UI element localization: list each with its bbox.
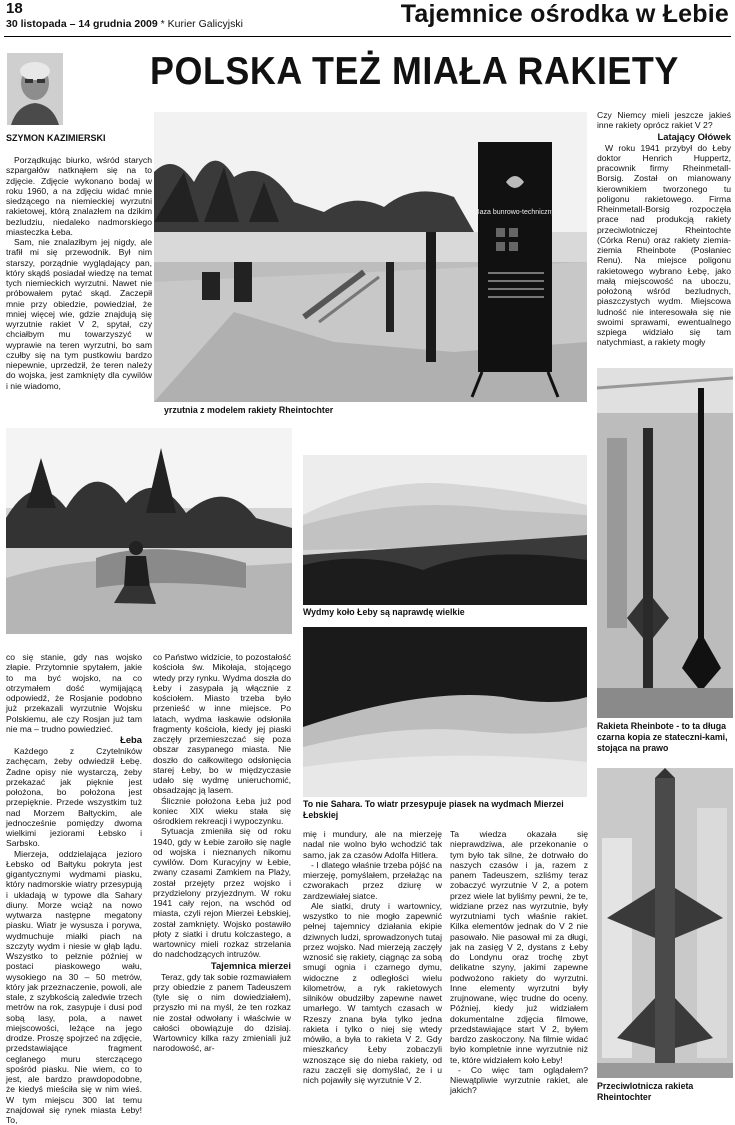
text-column-right (597, 110, 731, 362)
issue-date-line (6, 18, 243, 30)
article-headline: POLSKA TEŻ MIAŁA RAKIETY (150, 50, 679, 94)
subheading-latajacy-olowek: Latający Ołówek (597, 131, 731, 143)
rheinbote-rocket-photo (597, 368, 733, 718)
paragraph: - I dlatego właśnie trzeba pójść na mierzeję, pomyślałem, przełażąc na czworakach przez dziurę w zardzewiałej siatce. (303, 860, 442, 901)
author-name: SZYMON KAZIMIERSKI (6, 133, 106, 143)
paragraph: Czy Niemcy mieli jeszcze jakieś inne rakiety oprócz rakiet V 2? (597, 110, 731, 131)
paragraph: Sam, nie znalazłbym jej nigdy, ale trafił mi się przewodnik. Był nim starszy, porządnie wyglądający pan, który skądś posiadał wiedzę na temat tych niemieckich wyrzutni. Nawet nie próbowałem pytać skąd. Zaczepił mnie przy obiedzie, powiedział, że mniej więcej wie, gdzie znajdują się wyrzutnie rakiet V 2, spytał, czy chciałbym mu towarzyszyć w wyprawie na teren wyrzutni, bo sam czułby się na tym pustkowiu bardzo niepewnie, uprzedził, że teren należy do wojska, jest zamknięty dla cywilów i nie wiadomo, (6, 237, 152, 391)
paragraph: Porządkując biurko, wśród starych szpargałów natknąłem się na to zdjęcie. Zdjęcie wykonano bodaj w roku 1960, a na zdjęciu widać mnie siedzącego na niemieckiej wyrzutni rakietowej, którą znalazłem na dzikim bezludziu, niedaleko nadmorskiego miasteczka Łeba. (6, 155, 152, 237)
paragraph: Ale siatki, druty i wartownicy, wszystko to nie mogło zapewnić pełnej tajemnicy działania ekipie dziwnych ludzi, sprowadzonych tutaj przez wojsko. Nad mierzeją zaczęły wznosić się rakiety, ciągnąc za sobą smugi ognia i czarnego dymu, widoczne z odległości wielu kilometrów, a ryk rakietowych silników obudziłby zapewne nawet umarłego. W tamtych czasach w Rzeszy znana była tylko jedna rakieta i tylko o niej się wtedy mówiło, a była to rakieta V 2. Gdy mieszkańcy Łeby zobaczyli wznoszące się do nieba rakiety, od razu zaczęli się domyślać, że i u nich pojawiły się wyrzutnie V 2. (303, 901, 442, 1086)
paragraph: Ślicznie położona Łeba już pod koniec XIX wieku stała się ośrodkiem rekreacji i wypoczynku. (153, 796, 291, 827)
paragraph: Ta wiedza okazała się nieprawdziwa, ale przekonanie o tym było tak silne, że dotrwało do naszych czasów i ja, razem z panem Tadeuszem, szliśmy teraz zobaczyć wyrzutnie V 2, a potem przez wiele lat byliśmy pewni, że te, widziane przez nas wyrzutnie, były wyrzutniami tych właśnie rakiet. Kilka elementów jednak do V 2 nie pasowało. Nie pasował mi za długi, jak na zasięg V 2, dystans z Łeby do Londynu oraz trochę zbyt delikatne szyny, jakimi zapewne podwożono rakiety do wyrzutni. Inne elementy wyrzutni były zrujnowane, więc trudne do oceny. Później, kiedy już widziałem dokumentalne zdjęcia filmowe, przedstawiające start V 2, byłem bardzo zaskoczony. Na filmie widać było kompletnie inne wyrzutnie niż te, które widziałem koło Łeby! (450, 829, 588, 1065)
rheinbote-caption: Rakieta Rheinbote - to ta długa czarna kopia ze stateczni-kami, stojąca na prawo (597, 721, 733, 754)
launcher-1960-photo (6, 428, 292, 634)
paragraph: Teraz, gdy tak sobie rozmawiałem przy obiedzie z panem Tadeuszem (tyle się o nim dowiedziałem), przyszło mi na myśl, że ten rozkaz nie został odwołany i właściwie w całości obowiązuje do dzisiaj. Wartownicy kilka razy zmieniali już narodowość, ar- (153, 972, 291, 1054)
sahara-sand-photo (303, 627, 587, 797)
launcher-caption: yrzutnia z modelem rakiety Rheintochter (164, 405, 584, 416)
subheading-leba: Łeba (6, 734, 142, 746)
rheintochter-caption: Przeciwlotnicza rakieta Rheintochter (597, 1081, 733, 1103)
paragraph: co Państwo widzicie, to pozostałość kościoła św. Mikołaja, stojącego wtedy przy rynku. Wydma doszła do Łeby i zasypała ją włącznie z kościołem. Miasto trzeba było przenieść w inne miejsce. Po latach, wydma łaskawie odsłoniła fragmenty kościoła, kiedy jej piaski zaczęły przemieszczać się poza obszar zasypanego miasta. Nie doszło do całkowitego odsłonięcia starej Łeby, bo w międzyczasie udało się wydmę unieruchomić, obsadzając ją lasem. (153, 652, 291, 796)
rheintochter-rocket-photo (597, 768, 733, 1078)
issue-date: 30 listopada – 14 grudnia 2009 (6, 18, 158, 30)
text-column-d (450, 829, 588, 1105)
text-column-c (303, 829, 442, 1105)
paragraph: Sytuacja zmieniła się od roku 1940, gdy w Łebie zaroiło się nagle od wojska i nieznanych nikomu cywilów. Dom Kuracyjny w Łebie, zwany czasami Zamkiem na Plaży, został przejęty przez wojsko i przydzielony przyjezdnym. W roku 1941 cały rejon, na wschód od miasta, czyli rejon Mierzei Łebskiej, został zamknięty. Wojsko postawiło płoty z siatki i drutu kolczastego, a wartownicy mieli rozkaz strzelania do nadchodzących intruzów. (153, 826, 291, 959)
publication-name: * Kurier Galicyjski (161, 18, 243, 30)
sign-text: Baza bunrowo-techniczny (475, 209, 556, 216)
subheading-tajemnica-mierzei: Tajemnica mierzei (153, 960, 291, 972)
sahara-caption: To nie Sahara. To wiatr przesypuje piasek na wydmach Mierzei Łebskiej (303, 799, 587, 821)
page-number: 18 (6, 0, 23, 17)
paragraph: W roku 1941 przybył do Łeby doktor Henrich Huppertz, pracownik firmy Rheinmetall-Borsig. Został on mianowany kierownikiem tworzonego tu poligonu rakietowego. Firma Rheinmetall-Borsig rozpoczęła prace nad produkcją rakiety przeciwlotniczej Rheintochte (Córka Renu) oraz rakiety ziemia-ziemia Rheinbote (Posłaniec Renu). Na miejsce poligonu rakietowego wybrano Łebę, jako małą miejscowość na uboczu, położoną wśród bezludnych, piaszczystych wydm. Miejscowa ludność nie interesowała się nie swoimi sprawami, ewentualnego szpiega widziało się tam natychmiast, a rakiety mogły (597, 143, 731, 348)
launcher-photo (154, 112, 587, 402)
dunes-photo (303, 455, 587, 605)
section-title: Tajemnice ośrodka w Łebie (401, 0, 729, 29)
paragraph: co się stanie, gdy nas wojsko złapie. Przytomnie spytałem, jakie to ma być wojsko, na co otrzymałem dość wymijającą odpowiedź, że Rosjanie podobno już przekazali wyrzutnie Wojsku Polskiemu, ale czy Rosjan już tam nie ma – trudno powiedzieć. (6, 652, 142, 734)
text-column-1 (6, 155, 152, 425)
paragraph: Każdego z Czytelników zachęcam, żeby odwiedził Łebę. Żadne opisy nie wystarczą, żeby przekazać jak pięknie jest położona, bo położona jest przepięknie. Przede wszystkim tuż nad Morzem Bałtyckim, ale jednocześnie pomiędzy dwoma wielkimi jeziorami Łebsko i Sarbsko. (6, 746, 142, 849)
text-column-b (153, 652, 291, 1104)
paragraph: mię i mundury, ale na mierzeję nadal nie wolno było wchodzić tak samo, jak za czasów Adolfa Hitlera. (303, 829, 442, 860)
paragraph: Mierzeja, oddzielająca jezioro Łebsko od Bałtyku pokryta jest gigantycznymi wydmami piasku, który nadmorskie wiatry przesypują i układają w typowe dla Sahary diuny. Morze wciąż na nowo wytwarza następne megatony piasku. Wiatr je wysusza i porywa, wydmuchuje miałki piach na szczyty wydm i niesie w głąb lądu. Wszystko to pełznie później w postaci piaskowego wału, wysokiego na 30 – 50 metrów, który jak przeznaczenie, powoli, ale stale, z szybkością zaledwie trzech metrów na rok, zasypuje i dusi pod sobą lasy, pola, a nawet miejscowości, leżące na jego drodze. Proszę spojrzeć na zdjęcie, przedstawiające fragment ceglanego muru sterczącego spośród piasku. Nie wiem, co to jest, ale bardzo prawdopodobne, że kiedyś mieściła się w nim wieś. W tym miejscu 300 lat temu znajdował się rynek miasta Łeby! To, (6, 849, 142, 1125)
text-column-a (6, 652, 142, 1104)
dunes-caption: Wydmy koło Łeby są naprawdę wielkie (303, 607, 587, 618)
header-divider (4, 36, 731, 37)
author-portrait-photo (7, 53, 63, 125)
paragraph: - Co więc tam oglądałem? Niewątpliwie wyrzutnie rakiet, ale jakich? (450, 1065, 588, 1096)
